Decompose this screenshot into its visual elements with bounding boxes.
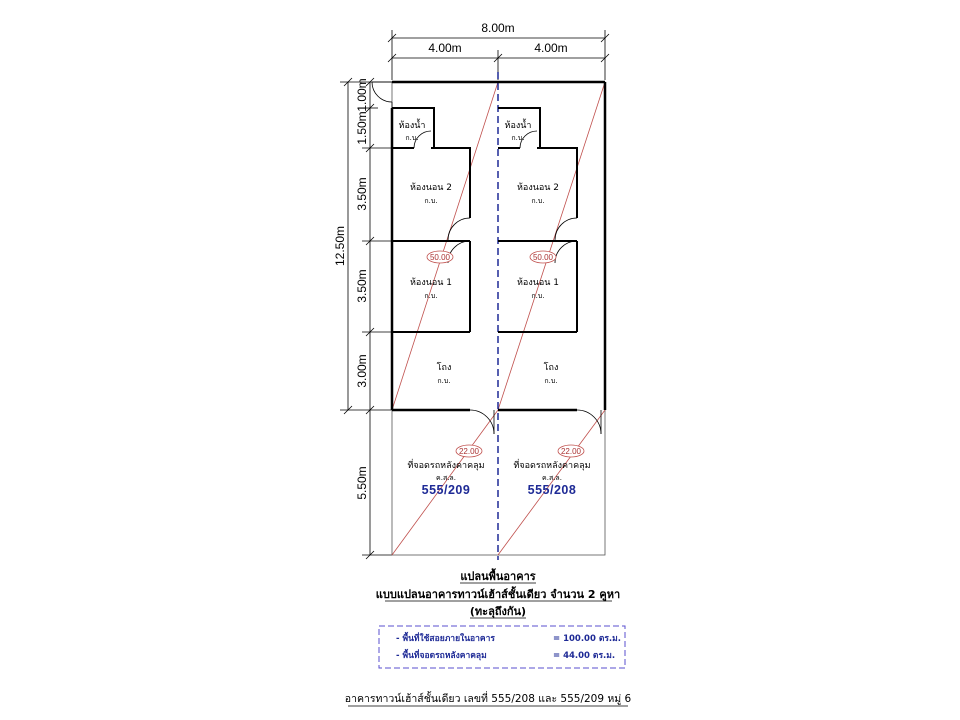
- legend-label-parking: - พื้นที่จอดรถหลังคาคลุม: [396, 651, 487, 661]
- bedroom2-label-right: ห้องนอน 2: [516, 183, 560, 193]
- area-tag-lower-text-left: 22.00: [458, 447, 480, 456]
- title-line-3: (ทะลุถึงกัน): [469, 605, 527, 618]
- area-legend-box: [379, 626, 625, 668]
- depth-seg-6-label: 5.50m: [355, 466, 369, 500]
- bedroom1-label-left: ห้องนอน 1: [409, 278, 453, 288]
- bedroom1-sub-left: ก.บ.: [424, 292, 438, 300]
- parking-sub-left: ค.ส.ล.: [436, 474, 456, 482]
- parking-sub-right: ค.ส.ล.: [542, 474, 562, 482]
- title-block: [376, 568, 620, 619]
- title-line-2: แบบแปลนอาคารทาวน์เฮ้าส์ชั้นเดียว จำนวน 2 คูหา: [375, 588, 621, 601]
- area-legend: [379, 626, 625, 668]
- depth-seg-5-label: 3.00m: [355, 354, 369, 388]
- house-number-left: 555/209: [421, 483, 471, 497]
- unit-left: [399, 118, 485, 497]
- title-line-1: แปลนพื้นอาคาร: [460, 570, 536, 583]
- area-tag-upper-text-right: 50.00: [532, 253, 554, 262]
- bathroom-label-left: ห้องน้ำ: [398, 121, 426, 131]
- bedroom1-sub-right: ก.บ.: [531, 292, 545, 300]
- legend-value-interior: = 100.00 ตร.ม.: [553, 634, 621, 644]
- left-unit-width-label: 4.00m: [428, 41, 462, 55]
- footer-caption: อาคารทาวน์เฮ้าส์ชั้นเดียว เลขที่ 555/208 และ 555/209 หมู่ 6: [344, 693, 632, 705]
- bedroom2-sub-left: ก.บ.: [424, 197, 438, 205]
- hall-sub-right: ก.บ.: [544, 377, 558, 385]
- bedroom1-label-right: ห้องนอน 1: [516, 278, 560, 288]
- interior-walls: [392, 108, 577, 332]
- overall-depth-label: 12.50m: [333, 225, 347, 267]
- area-tag-lower-text-right: 22.00: [560, 447, 582, 456]
- parking-label-right: ที่จอดรถหลังคาคลุม: [513, 461, 591, 471]
- bathroom-label-right: ห้องน้ำ: [504, 121, 532, 131]
- parking-label-left: ที่จอดรถหลังคาคลุม: [407, 461, 485, 471]
- area-tag-upper-text-left: 50.00: [429, 253, 451, 262]
- depth-seg-4-label: 3.50m: [355, 269, 369, 303]
- hall-label-left: โถง: [436, 363, 452, 373]
- house-number-right: 555/208: [527, 483, 577, 497]
- bathroom-sub-left: ก.บ.: [405, 134, 419, 142]
- bathroom-sub-right: ก.บ.: [511, 134, 525, 142]
- depth-seg-2-label: 1.50m: [355, 111, 369, 145]
- bedroom2-sub-right: ก.บ.: [531, 197, 545, 205]
- legend-label-interior: - พื้นที่ใช้สอยภายในอาคาร: [396, 634, 495, 644]
- hall-label-right: โถง: [543, 363, 559, 373]
- overall-width-label: 8.00m: [481, 21, 515, 35]
- legend-value-parking: = 44.00 ตร.ม.: [553, 651, 616, 661]
- hall-sub-left: ก.บ.: [437, 377, 451, 385]
- bedroom2-label-left: ห้องนอน 2: [409, 183, 453, 193]
- depth-seg-3-label: 3.50m: [355, 177, 369, 211]
- right-unit-width-label: 4.00m: [534, 41, 568, 55]
- depth-seg-1-label: 1.00m: [355, 78, 369, 112]
